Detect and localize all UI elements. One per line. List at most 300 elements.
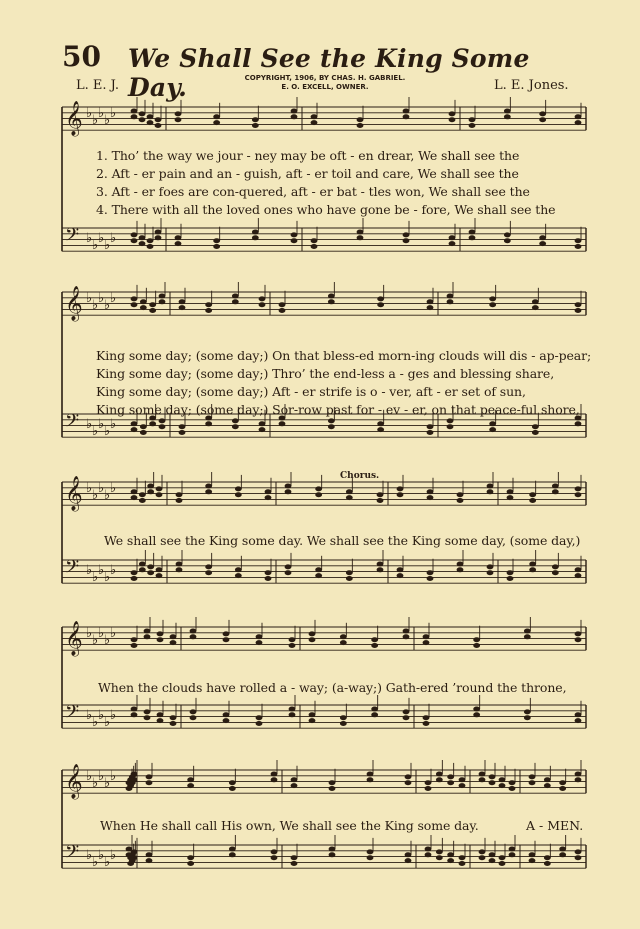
flat-icon: ♭ — [92, 113, 99, 128]
notehead — [271, 849, 278, 854]
notehead — [328, 299, 335, 304]
notehead — [291, 861, 298, 866]
notehead — [436, 855, 443, 860]
notehead — [126, 847, 133, 852]
notehead — [405, 774, 412, 779]
flat-icon: ♭ — [110, 231, 117, 246]
notehead — [205, 308, 212, 313]
notehead — [285, 564, 292, 569]
flat-icon: ♭ — [86, 708, 93, 723]
notehead — [575, 712, 582, 717]
notehead — [329, 847, 336, 852]
notehead — [575, 238, 582, 243]
notehead — [139, 235, 146, 240]
notehead — [423, 715, 430, 720]
notehead — [271, 855, 278, 860]
notehead — [157, 718, 164, 723]
notehead — [229, 847, 236, 852]
flat-icon: ♭ — [110, 708, 117, 723]
notehead — [175, 235, 182, 240]
notehead — [575, 244, 582, 249]
notehead — [265, 495, 272, 500]
notehead — [346, 576, 353, 581]
notehead — [469, 230, 476, 235]
notehead — [131, 643, 138, 648]
notehead — [131, 707, 138, 712]
notehead — [285, 484, 292, 489]
notehead — [504, 232, 511, 237]
notehead — [473, 712, 480, 717]
notehead — [340, 721, 347, 726]
notehead — [271, 772, 278, 777]
notehead — [289, 712, 296, 717]
notehead — [487, 484, 494, 489]
notehead — [575, 777, 582, 782]
notehead — [427, 430, 434, 435]
notehead — [427, 305, 434, 310]
notehead — [447, 299, 454, 304]
notehead — [139, 241, 146, 246]
notehead — [147, 564, 154, 569]
notehead — [170, 721, 177, 726]
notehead — [131, 238, 138, 243]
notehead — [436, 772, 443, 777]
chorus-line-3: When He shall call His own, We shall see the King some day. — [100, 818, 479, 833]
flat-icon: ♭ — [92, 570, 99, 585]
flat-icon: ♭ — [86, 481, 93, 496]
flat-icon: ♭ — [86, 291, 93, 306]
flat-icon: ♭ — [98, 417, 105, 432]
notehead — [156, 492, 163, 497]
bass-clef-icon: 𝄢 — [65, 411, 80, 436]
notehead — [175, 241, 182, 246]
notehead — [285, 489, 292, 494]
notehead — [524, 715, 531, 720]
flat-icon: ♭ — [104, 488, 111, 503]
notehead — [259, 296, 266, 301]
notehead — [524, 629, 531, 634]
verse-2-line-1: 2. Aft - er pain and an - guish, aft - er toil and care, We shall see the — [96, 166, 519, 181]
notehead — [279, 302, 286, 307]
notehead — [156, 573, 163, 578]
amen: A - MEN. — [526, 818, 584, 833]
verse-1-line-1: 1. Tho’ the way we jour - ney may be oft - en drear, We shall see the — [96, 148, 520, 163]
notehead — [329, 780, 336, 785]
notehead — [291, 232, 298, 237]
flat-icon: ♭ — [92, 238, 99, 253]
notehead — [489, 780, 496, 785]
notehead — [131, 421, 138, 426]
notehead — [427, 424, 434, 429]
notehead — [377, 492, 384, 497]
notehead — [127, 861, 134, 866]
notehead — [232, 299, 239, 304]
notehead — [159, 299, 166, 304]
notehead — [175, 117, 182, 122]
flat-icon: ♭ — [98, 708, 105, 723]
notehead — [179, 305, 186, 310]
notehead — [544, 855, 551, 860]
flat-icon: ♭ — [86, 106, 93, 121]
notehead — [371, 643, 378, 648]
notehead — [175, 111, 182, 116]
notehead — [291, 109, 298, 114]
notehead — [377, 302, 384, 307]
notehead — [397, 486, 404, 491]
notehead — [524, 709, 531, 714]
notehead — [205, 489, 212, 494]
notehead — [149, 302, 156, 307]
flat-icon: ♭ — [110, 769, 117, 784]
notehead — [126, 852, 133, 857]
notehead — [544, 783, 551, 788]
verse-1-line-2: King some day; (some day;) On that bless-ed morn-ing clouds will dis - ap-pear; — [96, 348, 592, 363]
notehead — [487, 489, 494, 494]
notehead — [159, 424, 166, 429]
notehead — [489, 302, 496, 307]
treble-clef-icon: 𝄞 — [65, 764, 83, 799]
notehead — [529, 498, 536, 503]
notehead — [176, 498, 183, 503]
notehead — [213, 120, 220, 125]
notehead — [425, 780, 432, 785]
notehead — [427, 495, 434, 500]
notehead — [170, 634, 177, 639]
copyright-line-1: COPYRIGHT, 1906, BY CHAS. H. GABRIEL. — [244, 74, 406, 82]
notehead — [147, 484, 154, 489]
notehead — [315, 573, 322, 578]
notehead — [309, 718, 316, 723]
notehead — [425, 847, 432, 852]
notehead — [489, 852, 496, 857]
treble-clef-icon: 𝄞 — [65, 621, 83, 656]
notehead — [529, 567, 536, 572]
notehead — [259, 421, 266, 426]
chorus-label: Chorus. — [340, 471, 380, 481]
notehead — [223, 712, 230, 717]
verse-4-line-1: 4. There with all the loved ones who have gone be - fore, We shall see the — [96, 202, 556, 217]
flat-icon: ♭ — [98, 106, 105, 121]
notehead — [289, 643, 296, 648]
notehead — [156, 486, 163, 491]
flat-icon: ♭ — [86, 417, 93, 432]
flat-icon: ♭ — [98, 848, 105, 863]
notehead — [539, 235, 546, 240]
notehead — [377, 562, 384, 567]
notehead — [187, 783, 194, 788]
flat-icon: ♭ — [104, 715, 111, 730]
notehead — [371, 637, 378, 642]
hymn-title: We Shall See the King Some Day. — [128, 44, 530, 102]
notehead — [159, 294, 166, 299]
notehead — [131, 302, 138, 307]
verse-3-line-1: 3. Aft - er foes are con-quered, aft - er bat - tles won, We shall see the — [96, 184, 530, 199]
flat-icon: ♭ — [110, 291, 117, 306]
notehead — [357, 123, 364, 128]
notehead — [507, 570, 514, 575]
notehead — [146, 858, 153, 863]
flat-icon: ♭ — [92, 715, 99, 730]
notehead — [139, 117, 146, 122]
verse-3-line-2: King some day; (some day;) Aft - er strife is o - ver, aft - er set of sun, — [96, 384, 526, 399]
notehead — [575, 637, 582, 642]
notehead — [139, 562, 146, 567]
notehead — [157, 637, 164, 642]
notehead — [315, 492, 322, 497]
notehead — [223, 631, 230, 636]
notehead — [539, 117, 546, 122]
notehead — [139, 567, 146, 572]
notehead — [256, 634, 263, 639]
treble-clef-icon: 𝄞 — [65, 476, 83, 511]
notehead — [367, 855, 374, 860]
bass-clef-icon: 𝄢 — [65, 842, 80, 867]
flat-icon: ♭ — [104, 113, 111, 128]
notehead — [509, 852, 516, 857]
notehead — [328, 418, 335, 423]
notehead — [315, 567, 322, 572]
notehead — [213, 114, 220, 119]
notehead — [423, 721, 430, 726]
notehead — [449, 235, 456, 240]
notehead — [144, 634, 151, 639]
notehead — [405, 858, 412, 863]
notehead — [147, 244, 154, 249]
notehead — [377, 427, 384, 432]
notehead — [473, 637, 480, 642]
notehead — [157, 712, 164, 717]
notehead — [146, 774, 153, 779]
notehead — [126, 786, 133, 791]
treble-clef-icon: 𝄞 — [65, 286, 83, 321]
flat-icon: ♭ — [92, 424, 99, 439]
notehead — [427, 489, 434, 494]
notehead — [403, 715, 410, 720]
notehead — [140, 299, 147, 304]
notehead — [309, 637, 316, 642]
notehead — [179, 424, 186, 429]
lyricist: L. E. J. — [76, 78, 119, 93]
notehead — [403, 238, 410, 243]
notehead — [405, 852, 412, 857]
notehead — [575, 849, 582, 854]
notehead — [190, 715, 197, 720]
bass-clef-icon: 𝄢 — [65, 702, 80, 727]
notehead — [507, 576, 514, 581]
notehead — [131, 637, 138, 642]
notehead — [131, 712, 138, 717]
notehead — [252, 117, 259, 122]
notehead — [457, 567, 464, 572]
notehead — [213, 244, 220, 249]
notehead — [289, 707, 296, 712]
notehead — [487, 570, 494, 575]
notehead — [403, 709, 410, 714]
notehead — [405, 780, 412, 785]
notehead — [507, 495, 514, 500]
notehead — [504, 238, 511, 243]
notehead — [459, 861, 466, 866]
notehead — [524, 634, 531, 639]
notehead — [205, 570, 212, 575]
notehead — [229, 786, 236, 791]
notehead — [149, 308, 156, 313]
notehead — [427, 576, 434, 581]
notehead — [259, 302, 266, 307]
flat-icon: ♭ — [98, 291, 105, 306]
notehead — [176, 567, 183, 572]
notehead — [552, 484, 559, 489]
notehead — [552, 570, 559, 575]
notehead — [291, 777, 298, 782]
flat-icon: ♭ — [92, 776, 99, 791]
flat-icon: ♭ — [110, 481, 117, 496]
notehead — [403, 634, 410, 639]
notehead — [457, 498, 464, 503]
bass-clef-icon: 𝄢 — [65, 557, 80, 582]
notehead — [544, 777, 551, 782]
notehead — [131, 114, 138, 119]
notehead — [371, 712, 378, 717]
notehead — [179, 299, 186, 304]
notehead — [223, 718, 230, 723]
notehead — [487, 564, 494, 569]
notehead — [265, 489, 272, 494]
notehead — [559, 780, 566, 785]
notehead — [509, 847, 516, 852]
chorus-line-2: When the clouds have rolled a - way; (a-way;) Gath-ered ’round the throne, — [98, 680, 567, 695]
notehead — [190, 709, 197, 714]
notehead — [147, 238, 154, 243]
notehead — [449, 117, 456, 122]
notehead — [205, 421, 212, 426]
notehead — [346, 489, 353, 494]
notehead — [552, 564, 559, 569]
flat-icon: ♭ — [110, 848, 117, 863]
notehead — [256, 721, 263, 726]
notehead — [311, 238, 318, 243]
notehead — [147, 570, 154, 575]
notehead — [403, 629, 410, 634]
flat-icon: ♭ — [104, 855, 111, 870]
flat-icon: ♭ — [86, 769, 93, 784]
notehead — [397, 492, 404, 497]
notehead — [423, 640, 430, 645]
notehead — [425, 852, 432, 857]
flat-icon: ♭ — [98, 769, 105, 784]
flat-icon: ♭ — [104, 570, 111, 585]
notehead — [131, 489, 138, 494]
notehead — [252, 123, 259, 128]
notehead — [309, 631, 316, 636]
flat-icon: ♭ — [110, 563, 117, 578]
notehead — [575, 114, 582, 119]
notehead — [479, 772, 486, 777]
notehead — [311, 120, 318, 125]
notehead — [427, 570, 434, 575]
notehead — [291, 114, 298, 119]
flat-icon: ♭ — [104, 633, 111, 648]
bass-clef-icon: 𝄢 — [65, 225, 80, 250]
notehead — [229, 780, 236, 785]
notehead — [427, 299, 434, 304]
notehead — [140, 424, 147, 429]
notehead — [539, 111, 546, 116]
notehead — [377, 421, 384, 426]
notehead — [367, 777, 374, 782]
notehead — [403, 114, 410, 119]
notehead — [176, 492, 183, 497]
notehead — [449, 241, 456, 246]
notehead — [425, 786, 432, 791]
notehead — [575, 421, 582, 426]
flat-icon: ♭ — [98, 563, 105, 578]
notehead — [149, 421, 156, 426]
notehead — [232, 294, 239, 299]
notehead — [529, 562, 536, 567]
notehead — [532, 299, 539, 304]
notehead — [532, 430, 539, 435]
notehead — [575, 120, 582, 125]
notehead — [436, 849, 443, 854]
notehead — [147, 489, 154, 494]
notehead — [489, 774, 496, 779]
notehead — [291, 783, 298, 788]
notehead — [504, 114, 511, 119]
notehead — [575, 631, 582, 636]
notehead — [575, 486, 582, 491]
notehead — [311, 114, 318, 119]
flat-icon: ♭ — [92, 488, 99, 503]
notehead — [187, 855, 194, 860]
notehead — [289, 637, 296, 642]
notehead — [131, 232, 138, 237]
notehead — [489, 858, 496, 863]
notehead — [552, 489, 559, 494]
notehead — [155, 123, 162, 128]
verse-4-line-2: King some day; (some day;) Sor-row past for - ev - er, on that peace-ful shore, — [96, 402, 580, 417]
notehead — [499, 783, 506, 788]
notehead — [575, 308, 582, 313]
notehead — [499, 777, 506, 782]
flat-icon: ♭ — [86, 231, 93, 246]
notehead — [271, 777, 278, 782]
notehead — [469, 117, 476, 122]
notehead — [131, 109, 138, 114]
notehead — [529, 780, 536, 785]
notehead — [473, 643, 480, 648]
notehead — [131, 576, 138, 581]
notehead — [340, 640, 347, 645]
notehead — [575, 567, 582, 572]
notehead — [377, 296, 384, 301]
notehead — [473, 707, 480, 712]
notehead — [469, 235, 476, 240]
hymn-number: 50 — [62, 40, 101, 73]
notehead — [532, 305, 539, 310]
notehead — [205, 564, 212, 569]
notehead — [377, 567, 384, 572]
notehead — [532, 424, 539, 429]
notehead — [140, 305, 147, 310]
notehead — [156, 567, 163, 572]
notehead — [223, 637, 230, 642]
notehead — [155, 230, 162, 235]
notehead — [559, 852, 566, 857]
notehead — [449, 111, 456, 116]
notehead — [213, 238, 220, 243]
notehead — [176, 562, 183, 567]
